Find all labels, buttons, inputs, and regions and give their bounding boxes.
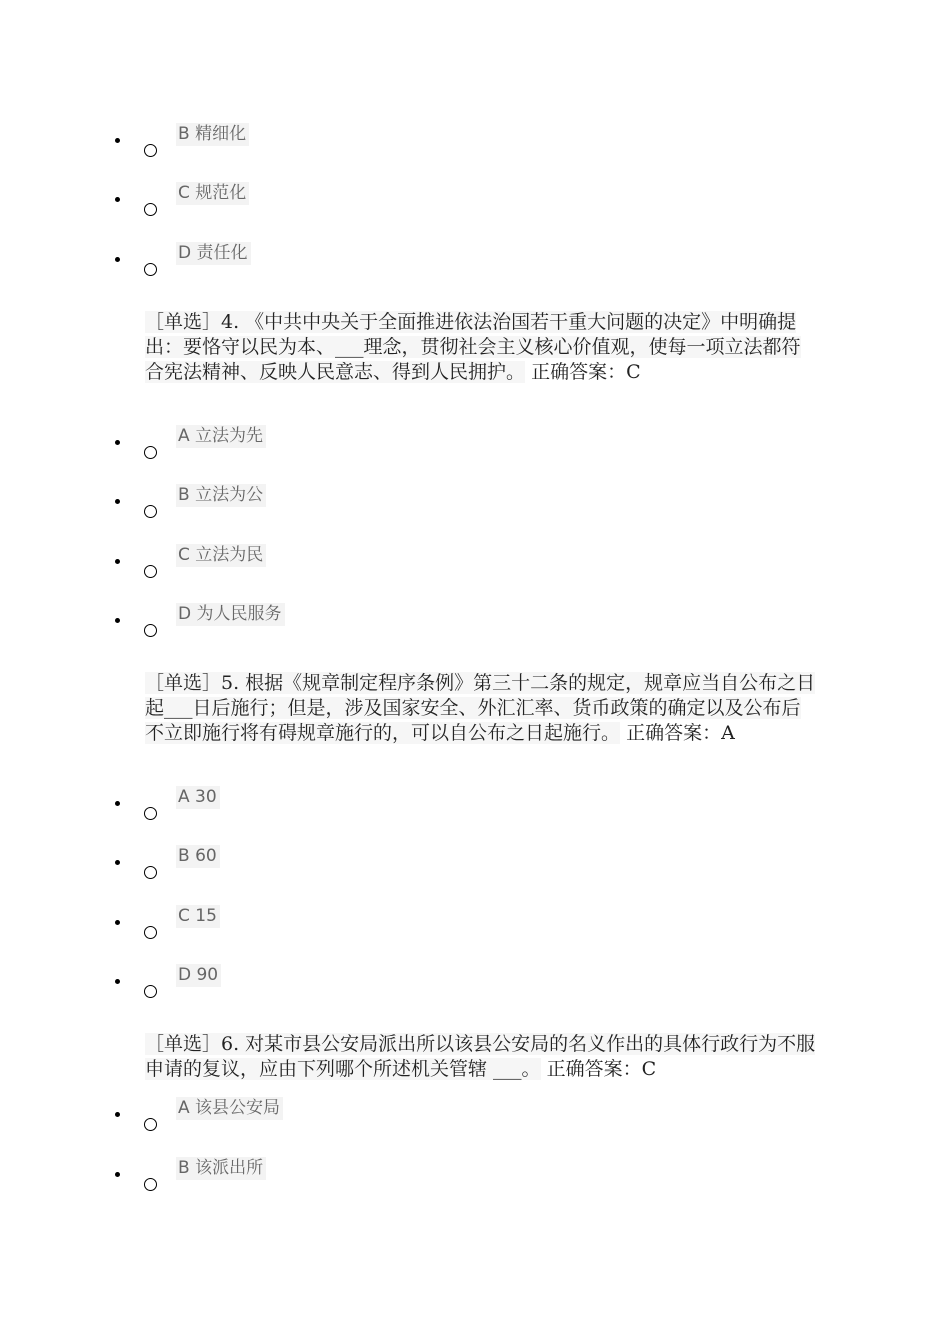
bullet-icon	[115, 860, 120, 865]
bullet-icon	[115, 197, 120, 202]
option-label: A 立法为先	[176, 425, 266, 448]
option-row	[0, 1158, 950, 1211]
bullet-icon	[115, 1112, 120, 1117]
radio-circle-icon[interactable]	[144, 446, 157, 459]
radio-circle-icon[interactable]	[144, 1118, 157, 1131]
option-label: D 责任化	[176, 242, 251, 265]
radio-circle-icon[interactable]	[144, 505, 157, 518]
bullet-icon	[115, 559, 120, 564]
radio-circle-icon[interactable]	[144, 263, 157, 276]
bullet-icon	[115, 801, 120, 806]
radio-circle-icon[interactable]	[144, 985, 157, 998]
bullet-icon	[115, 618, 120, 623]
bullet-icon	[115, 920, 120, 925]
option-label: B 60	[176, 845, 220, 868]
option-row	[0, 604, 950, 657]
question-text	[145, 671, 817, 746]
option-label: D 90	[176, 964, 221, 987]
option-label: B 精细化	[176, 123, 249, 146]
option-row	[0, 846, 950, 899]
option-label: B 立法为公	[176, 484, 266, 507]
correct-answer: 正确答案：C	[546, 1058, 657, 1080]
radio-circle-icon[interactable]	[144, 203, 157, 216]
radio-circle-icon[interactable]	[144, 624, 157, 637]
option-row	[0, 183, 950, 236]
option-label: C 15	[176, 905, 220, 928]
question-body: ［单选］5. 根据《规章制定程序条例》第三十二条的规定，规章应当自公布之日起___日后施行；但是，涉及国家安全、外汇汇率、货币政策的确定以及公布后不立即施行将有碍规章施行的，可以自公布之日起施行。	[145, 672, 816, 744]
question-body: ［单选］4. 《中共中央关于全面推进依法治国若干重大问题的决定》中明确提出：要恪守以民为本、___理念，贯彻社会主义核心价值观，使每一项立法都符合宪法精神、反映人民意志、得到人民拥护。	[145, 311, 801, 383]
option-row	[0, 124, 950, 177]
option-row	[0, 787, 950, 840]
option-label: A 30	[176, 786, 220, 809]
option-label: D 为人民服务	[176, 603, 285, 626]
radio-circle-icon[interactable]	[144, 1178, 157, 1191]
bullet-icon	[115, 979, 120, 984]
radio-circle-icon[interactable]	[144, 926, 157, 939]
bullet-icon	[115, 440, 120, 445]
option-row	[0, 965, 950, 1018]
option-label: A 该县公安局	[176, 1097, 283, 1120]
radio-circle-icon[interactable]	[144, 807, 157, 820]
option-row	[0, 426, 950, 479]
option-row	[0, 243, 950, 296]
correct-answer: 正确答案：A	[626, 722, 735, 744]
bullet-icon	[115, 1172, 120, 1177]
bullet-icon	[115, 257, 120, 262]
correct-answer: 正确答案：C	[531, 361, 641, 383]
bullet-icon	[115, 138, 120, 143]
option-row	[0, 545, 950, 598]
option-row	[0, 485, 950, 538]
option-row	[0, 1098, 950, 1151]
option-label: B 该派出所	[176, 1157, 266, 1180]
option-label: C 规范化	[176, 182, 249, 205]
radio-circle-icon[interactable]	[144, 565, 157, 578]
radio-circle-icon[interactable]	[144, 144, 157, 157]
option-row	[0, 906, 950, 959]
radio-circle-icon[interactable]	[144, 866, 157, 879]
question-text	[145, 310, 817, 385]
question-text	[145, 1032, 817, 1082]
option-label: C 立法为民	[176, 544, 266, 567]
question-body: ［单选］6. 对某市县公安局派出所以该县公安局的名义作出的具体行政行为不服申请的复议，应由下列哪个所述机关管辖 ___。	[145, 1033, 816, 1080]
bullet-icon	[115, 499, 120, 504]
